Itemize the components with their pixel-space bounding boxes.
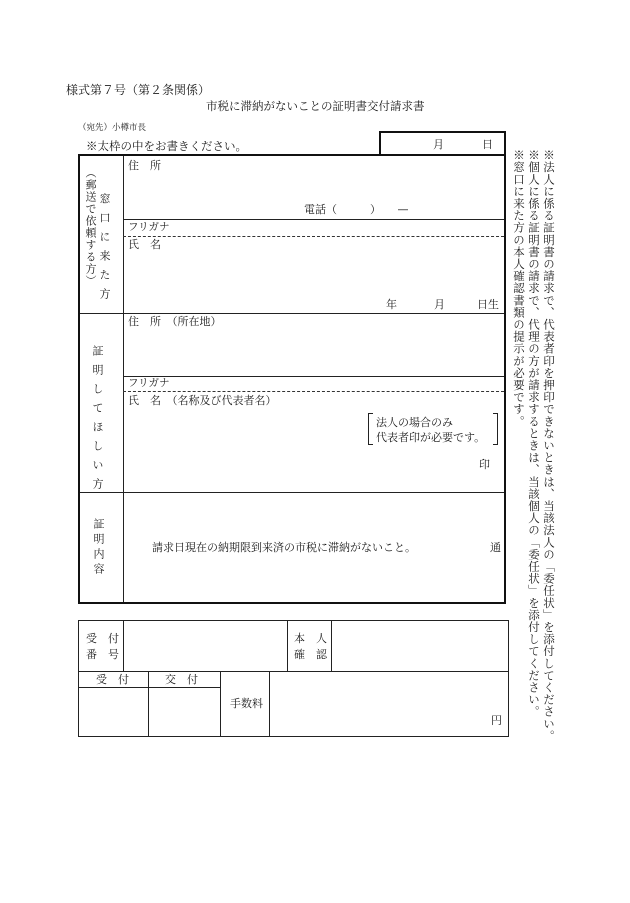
- applicant-name-label: 氏 名: [128, 238, 161, 251]
- note-identity-document: ※窓口に来た方の本人確認書類の提示が必要です。: [512, 149, 526, 428]
- date-month: 月: [433, 138, 444, 151]
- form-number: 様式第７号（第２条関係）: [66, 83, 211, 97]
- fill-instruction: ※太枠の中をお書きください。: [86, 139, 247, 153]
- certificate-content-text: 請求日現在の納期限到来済の市税に滞納がないこと。: [152, 541, 416, 554]
- seal-mark: 印: [479, 458, 490, 471]
- birth-month-label: 月: [434, 298, 445, 311]
- applicant-side-sub-label: （郵送で依頼する方）: [84, 167, 97, 287]
- birth-year-label: 年: [386, 298, 397, 311]
- subject-address-label: 住 所 （所在地）: [128, 315, 222, 328]
- corp-note-line2: 代表者印が必要です。: [376, 431, 486, 444]
- issued-label: 交 付: [165, 673, 198, 686]
- corp-note-bracket-left: [368, 413, 373, 445]
- applicant-side-label: 窓口に来た方: [98, 193, 111, 307]
- receipt-number-label: 受 付 番 号: [86, 632, 119, 661]
- identity-check-label: 本 人 確 認: [294, 632, 327, 661]
- applicant-phone-label: 電話（ ） —: [304, 203, 409, 216]
- content-side-label: 証明内容: [92, 518, 105, 578]
- subject-side-label: 証明してほしい方: [91, 345, 104, 497]
- note-individual-proxy: ※個人に係る証明書の請求で、代理の方が請求するときは、当該個人の「委任状」を添付してください。: [527, 149, 541, 718]
- note-corporate-proxy: ※法人に係る証明書の請求で、代表者印を押印できないときは、当該法人の「委任状」を添付してください。: [542, 149, 556, 742]
- fee-label: 手数料: [230, 697, 263, 710]
- copies-label: 通: [490, 541, 501, 554]
- subject-name-label: 氏 名 （名称及び代表者名）: [128, 394, 277, 407]
- birth-day-label: 日生: [477, 298, 499, 311]
- date-day: 日: [482, 138, 493, 151]
- received-label: 受 付: [96, 673, 129, 686]
- applicant-furigana-label: フリガナ: [128, 221, 170, 233]
- subject-furigana-label: フリガナ: [128, 377, 170, 389]
- applicant-address-label: 住 所: [128, 159, 161, 172]
- addressee: （宛先）小樽市長: [78, 123, 147, 133]
- document-title: 市税に滞納がないことの証明書交付請求書: [206, 99, 425, 113]
- yen-label: 円: [491, 714, 502, 727]
- corp-note-line1: 法人の場合のみ: [376, 416, 453, 429]
- corp-note-bracket-right: [493, 413, 498, 445]
